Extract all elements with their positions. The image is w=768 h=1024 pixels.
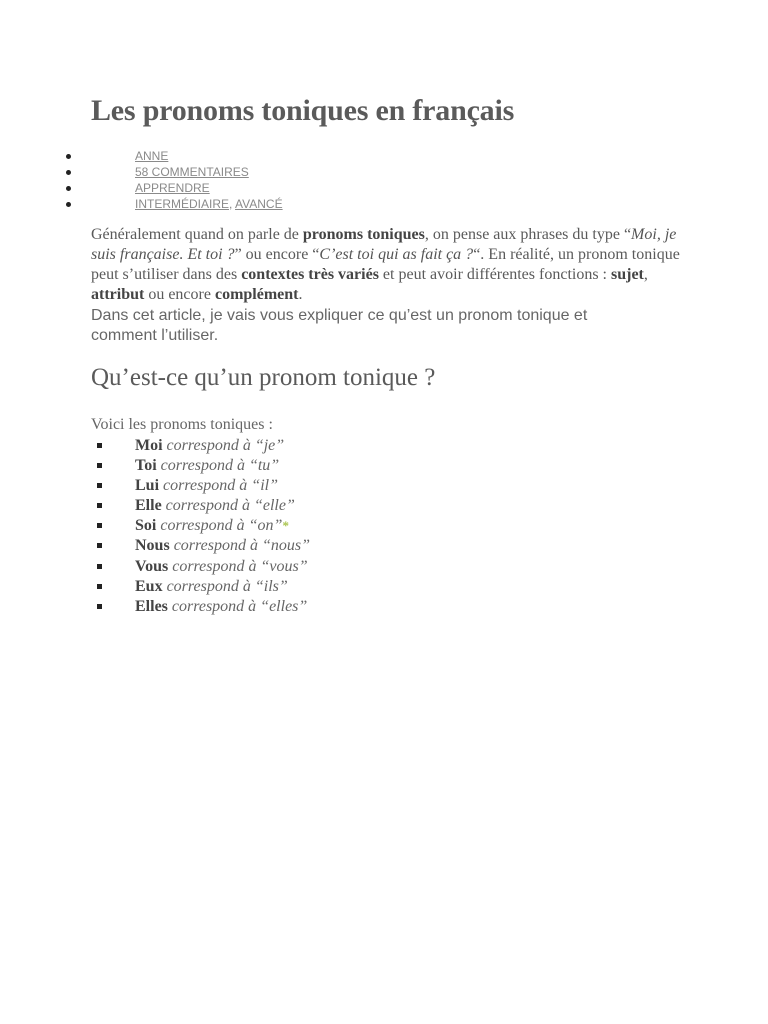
intro-italic: Moi, je suis française. Et toi ? [91,226,677,263]
levels-separator: , [229,197,236,211]
pronoun-word: Elle [135,497,162,515]
intro-paragraph [91,225,691,305]
pronoun-correspondence: correspond à “elle” [161,497,295,515]
bullet-icon [66,170,71,175]
square-bullet-icon [97,463,102,468]
page-title: Les pronoms toniques en français [91,94,515,127]
pronoun-word: Moi [135,437,163,454]
intro-text: ou encore [144,286,215,303]
pronoun-correspondence: correspond à “ils” [162,577,288,595]
square-bullet-icon [97,503,102,508]
square-bullet-icon [97,443,102,448]
level-link-intermediate[interactable]: INTERMÉDIAIRE [135,197,230,211]
square-bullet-icon [97,483,102,488]
pronoun-correspondence: correspond à “nous” [169,537,310,555]
pronoun-correspondence: correspond à “tu” [156,457,280,475]
list-intro: Voici les pronoms toniques : [91,416,273,433]
intro-text: Généralement quand on parle de [91,226,303,243]
pronoun-word: Toi [135,457,157,475]
intro-bold: contextes très variés [241,266,379,283]
bullet-icon [66,202,71,207]
pronoun-correspondence: correspond à “je” [162,437,285,454]
square-bullet-icon [97,564,102,569]
intro-text: “. En réalité, un pronom tonique peut s’utiliser dans des [91,246,680,283]
pronoun-correspondence: correspond à “on” [156,517,283,535]
intro-text: et peut avoir différentes fonctions : [378,266,611,283]
intro-bold: sujet [611,266,644,283]
category-link[interactable]: APPRENDRE [135,181,210,195]
section-title: Qu’est-ce qu’un pronom tonique ? [91,364,436,391]
bullet-icon [66,154,71,159]
pronoun-word: Eux [135,577,163,595]
intro-bold: pronoms toniques [302,226,425,243]
intro-italic: C’est toi qui as fait ça ? [319,246,474,263]
pronoun-correspondence: correspond à “vous” [168,557,308,575]
comments-link[interactable]: 58 COMMENTAIRES [135,165,249,179]
author-link[interactable]: ANNE [135,149,169,163]
square-bullet-icon [97,543,102,548]
pronoun-word: Elles [135,597,168,615]
square-bullet-icon [97,584,102,589]
square-bullet-icon [97,523,102,528]
square-bullet-icon [97,604,102,609]
intro-bold: attribut [91,286,145,303]
footnote-star-link[interactable]: * [282,518,289,534]
pronoun-correspondence: correspond à “elles” [167,597,308,615]
intro-text: . [298,286,303,303]
explanation-paragraph: Dans cet article, je vais vous expliquer ce qu’est un pronom tonique et comment l’utiliser. [91,307,588,344]
intro-text: ” ou encore “ [234,246,320,263]
intro-text: , on pense aux phrases du type “ [424,226,632,243]
level-link-advanced[interactable]: AVANCÉ [235,197,283,211]
bullet-icon [66,186,71,191]
pronoun-word: Vous [135,557,169,575]
pronoun-word: Soi [135,517,157,535]
intro-bold: complément [214,286,299,303]
pronoun-correspondence: correspond à “il” [159,477,278,495]
pronoun-word: Nous [135,537,170,555]
intro-text: , [643,266,648,283]
pronoun-word: Lui [135,477,160,495]
